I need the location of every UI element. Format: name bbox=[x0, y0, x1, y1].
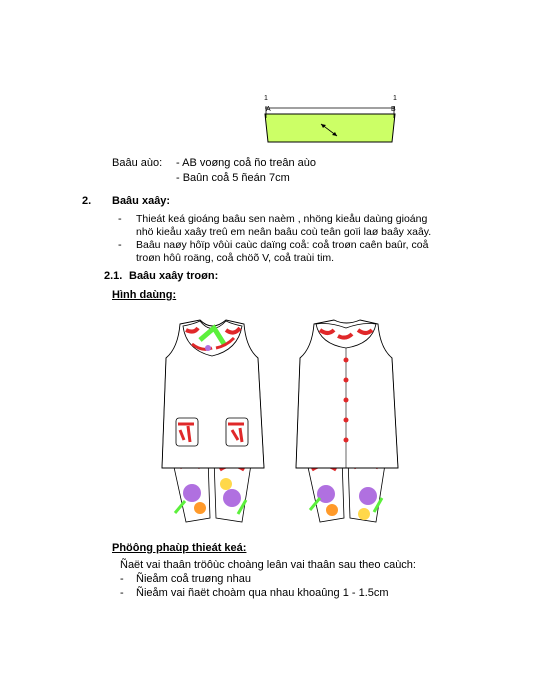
bullet-dash: - bbox=[118, 213, 122, 225]
button-4 bbox=[344, 418, 349, 423]
bullet-dash: - bbox=[120, 573, 124, 585]
section-2-bullet-1a: Thieát keá gioáng baâu sen naèm , nhöng kieåu daùng gioáng bbox=[136, 213, 428, 225]
design-method-intro: Ñaët vai thaân tröôùc choàng leân vai thaân sau theo caùch: bbox=[120, 559, 416, 571]
section-2-bullet-1b: nhö kieåu xaây treû em neân baâu coù teân goïi laø baây xaây. bbox=[136, 226, 432, 238]
button-2 bbox=[344, 378, 349, 383]
collar-note-1: - AB voøng coå ño treân aùo bbox=[176, 157, 317, 169]
section-2-number: 2. bbox=[82, 195, 92, 207]
design-method-heading: Phöông phaùp thieát keá: bbox=[112, 542, 247, 554]
right-pocket bbox=[226, 418, 248, 446]
design-method-item-1: Ñieåm coå truøng nhau bbox=[136, 573, 251, 585]
collar-mark-left-letter: A bbox=[266, 106, 271, 113]
section-2-1-title: Baâu xaây troøn: bbox=[129, 270, 219, 282]
button-1 bbox=[344, 358, 349, 363]
bullet-dash: - bbox=[118, 239, 122, 251]
design-method-item-2: Ñieåm vai ñaët choàm qua nhau khoaûng 1 - 1.5cm bbox=[136, 587, 389, 599]
button-3 bbox=[344, 398, 349, 403]
collar-mark-right-letter: B bbox=[391, 106, 396, 113]
section-2-bullet-2b: troøn hôû roäng, coå chöõ V, coå traùi tim. bbox=[136, 252, 335, 264]
shape-label: Hình daùng: bbox=[112, 289, 177, 301]
garment-back-illustration bbox=[284, 318, 409, 528]
collar-mark-right-number: 1 bbox=[393, 95, 397, 102]
collar-mark-left-number: 1 bbox=[264, 95, 268, 102]
collar-notes-label: Baâu aùo: bbox=[112, 157, 163, 169]
bullet-dash: - bbox=[120, 587, 124, 599]
button-5 bbox=[344, 438, 349, 443]
garment-front-illustration bbox=[150, 318, 275, 528]
collar-note-2: - Baûn coå 5 ñeán 7cm bbox=[176, 172, 290, 184]
section-2-1-number: 2.1. bbox=[104, 270, 123, 282]
section-2-title: Baâu xaây: bbox=[112, 195, 171, 207]
collar-band-shape bbox=[265, 114, 395, 142]
section-2-bullet-2a: Baâu naøy hôïp vôùi caùc daïng coå: coå troøn caên baûr, coå bbox=[136, 239, 429, 251]
collar-pattern-diagram bbox=[255, 96, 405, 146]
